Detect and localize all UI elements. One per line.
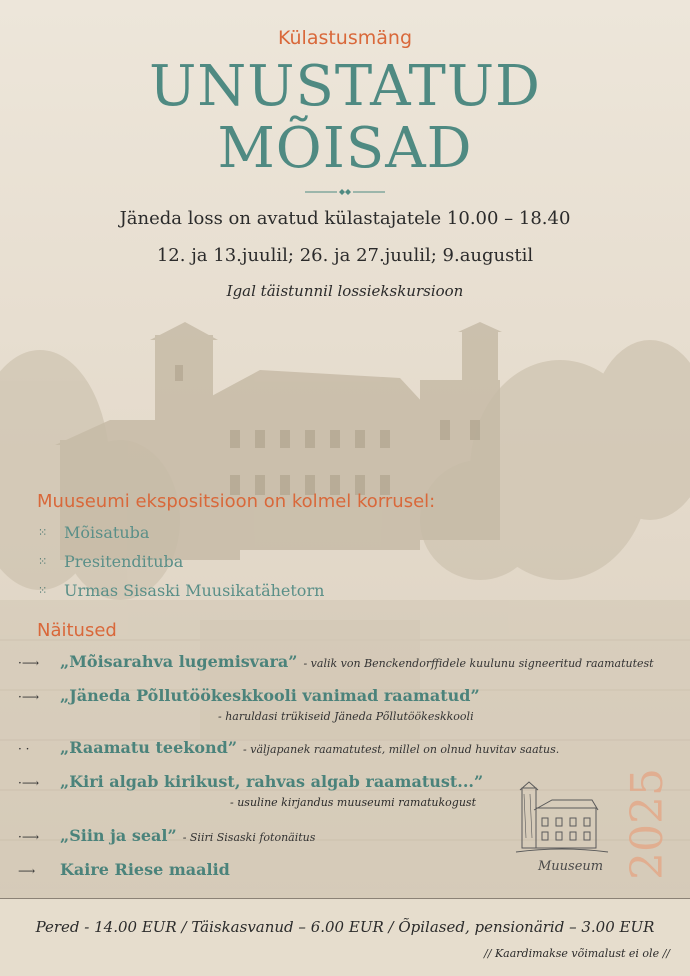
exhibition-desc: - valik von Benckendorffidele kuulunu signeeritud raamatutest bbox=[303, 657, 654, 670]
list-item bbox=[38, 547, 324, 576]
event-type-label: Külastusmäng bbox=[277, 27, 413, 49]
tour-note: Igal täistunnil lossiekskursioon bbox=[226, 282, 464, 300]
bullet-icon: ⁙ bbox=[38, 526, 48, 539]
page-title bbox=[0, 56, 690, 180]
exhibition-item bbox=[18, 738, 559, 757]
museum-heading: Muuseumi ekspositsioon on kolmel korrusel: bbox=[37, 491, 436, 512]
list-item bbox=[38, 576, 324, 605]
title-line-1: UNUSTATUD bbox=[149, 54, 541, 119]
exhibition-title: Kaire Riese maalid bbox=[60, 860, 230, 879]
opening-hours: Jäneda loss on avatud külastajatele 10.00 – 18.40 bbox=[119, 208, 571, 229]
museum-stamp-logo bbox=[512, 778, 616, 886]
exhibition-item bbox=[18, 826, 315, 845]
bullet-icon: ⁙ bbox=[38, 584, 48, 597]
arrow-icon: ·⟶ bbox=[18, 830, 40, 844]
exhibition-item bbox=[18, 860, 230, 879]
title-line-2: MÕISAD bbox=[217, 116, 473, 181]
floor-label: Urmas Sisaski Muusikatähetorn bbox=[64, 581, 325, 600]
event-dates: 12. ja 13.juulil; 26. ja 27.juulil; 9.augustil bbox=[156, 245, 534, 266]
floor-label: Presitendituba bbox=[64, 552, 184, 571]
exhibition-desc: - Siiri Sisaski fotonäitus bbox=[182, 831, 316, 844]
svg-text:Muuseum: Muuseum bbox=[538, 859, 604, 874]
arrow-icon: ·⟶ bbox=[18, 690, 40, 704]
exhibitions-heading: Näitused bbox=[37, 620, 117, 641]
exhibition-item bbox=[18, 686, 480, 723]
year-label: 2025 bbox=[622, 768, 673, 880]
exhibition-title: „Siin ja seal” bbox=[60, 826, 177, 845]
exhibition-item bbox=[18, 772, 484, 809]
bullet-icon: ⁙ bbox=[38, 555, 48, 568]
exhibition-item bbox=[18, 652, 654, 671]
footer-divider bbox=[0, 898, 690, 899]
exhibition-desc: - usuline kirjandus muuseumi ramatukogust bbox=[230, 796, 476, 809]
exhibition-title: „Kiri algab kirikust, rahvas algab raamatust...” bbox=[60, 772, 484, 791]
arrow-icon: ⟶ bbox=[18, 864, 36, 878]
arrow-icon: ·⟶ bbox=[18, 656, 40, 670]
arrow-icon: · · bbox=[18, 742, 30, 756]
floor-label: Mõisatuba bbox=[64, 523, 150, 542]
museum-floor-list bbox=[38, 518, 324, 605]
exhibition-title: „Jäneda Põllutöökeskkooli vanimad raamatud” bbox=[60, 686, 480, 705]
exhibition-title: „Mõisarahva lugemisvara” bbox=[60, 652, 298, 671]
exhibition-desc: - väljapanek raamatutest, millel on olnud huvitav saatus. bbox=[243, 743, 560, 756]
exhibition-title: „Raamatu teekond” bbox=[60, 738, 238, 757]
ornament-divider bbox=[305, 184, 385, 198]
payment-note: // Kaardimakse võimalust ei ole // bbox=[484, 947, 670, 960]
ticket-prices: Pered - 14.00 EUR / Täiskasvanud – 6.00 EUR / Õpilased, pensionärid – 3.00 EUR bbox=[35, 918, 655, 936]
exhibition-desc: - haruldasi trükiseid Jäneda Põllutöökeskkooli bbox=[218, 710, 474, 723]
arrow-icon: ·⟶ bbox=[18, 776, 40, 790]
list-item bbox=[38, 518, 324, 547]
